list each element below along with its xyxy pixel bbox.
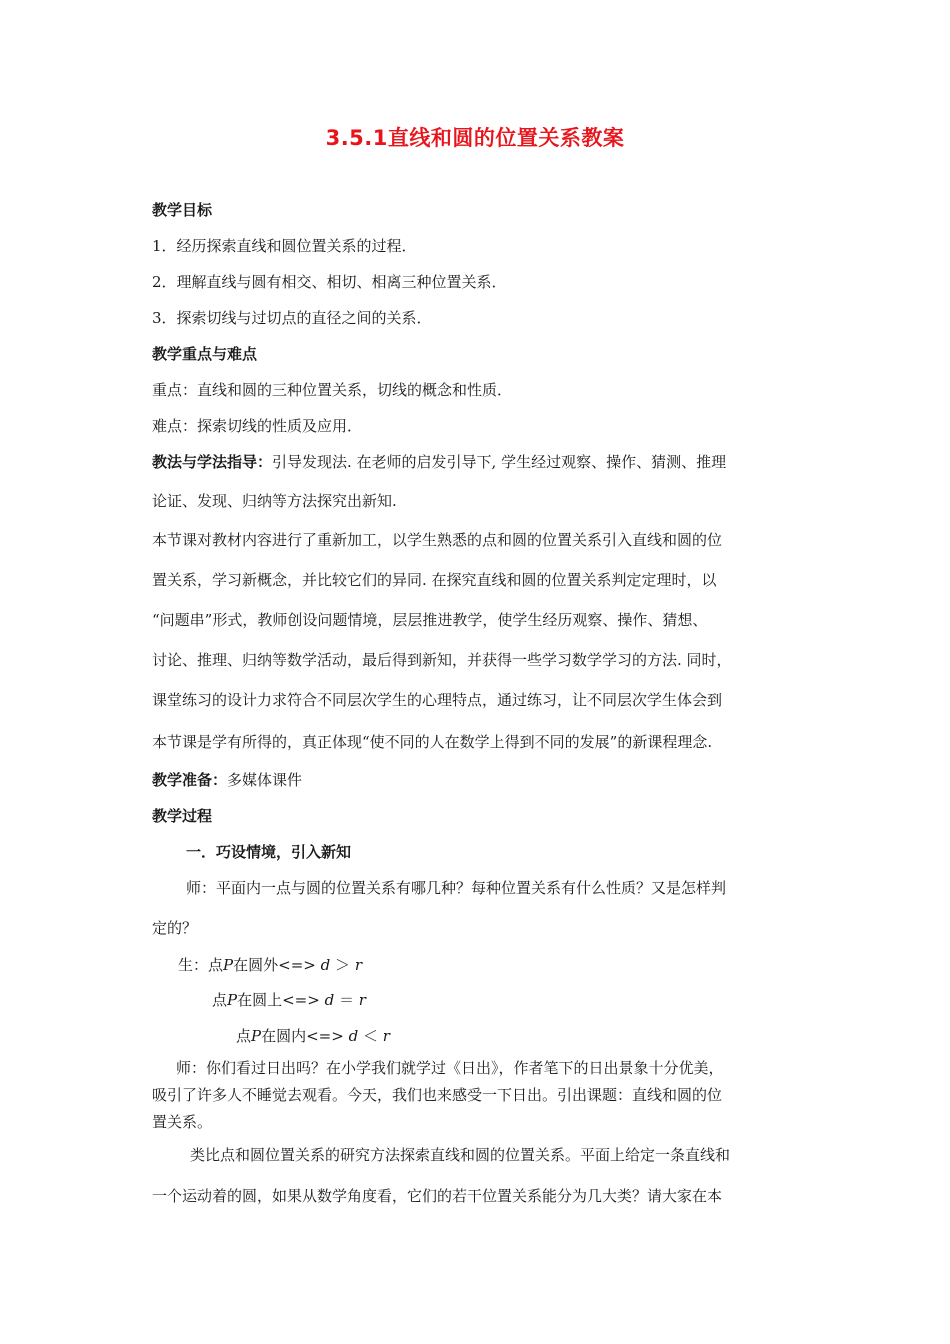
process-heading: 教学过程 (152, 807, 213, 825)
case-r: r (354, 956, 362, 974)
teacher-question-line-1: 师：平面内一点与圆的位置关系有哪几种？每种位置关系有什么性质？又是怎样判 (186, 879, 727, 897)
student-case-outside (178, 955, 362, 975)
analogy-line-1: 类比点和圆位置关系的研究方法探索直线和圆的位置关系。平面上给定一条直线和 (190, 1146, 731, 1164)
case-d: d (320, 956, 331, 974)
objectives-heading: 教学目标 (152, 201, 213, 219)
case-d: d (324, 991, 335, 1009)
case-point-var: P (223, 956, 234, 974)
student-case-inside (236, 1026, 390, 1046)
document-title: 3.5.1直线和圆的位置关系教案 (325, 126, 625, 150)
method-text-2: 论证、发现、归纳等方法探究出新知. (152, 492, 397, 510)
case-position: 在圆上<=> (237, 991, 320, 1009)
section-1-heading: 一．巧设情境，引入新知 (186, 843, 352, 861)
case-position: 在圆内<=> (261, 1027, 344, 1045)
intro-line-5: 课堂练习的设计力求符合不同层次学生的心理特点，通过练习，让不同层次学生体会到 (152, 691, 723, 709)
case-position: 在圆外<=> (233, 956, 316, 974)
case-r: r (382, 1027, 390, 1045)
case-r: r (358, 991, 366, 1009)
method-label: 教法与学法指导： (152, 453, 273, 471)
objective-item-2: 2．理解直线与圆有相交、相切、相离三种位置关系． (152, 273, 507, 291)
intro-line-6: 本节课是学有所得的，真正体现“使不同的人在数学上得到不同的发展”的新课程理念. (152, 733, 713, 751)
case-pre: 点 (236, 1027, 252, 1045)
teacher-sunrise-line-3: 置关系。 (152, 1113, 213, 1131)
analogy-line-2: 一个运动着的圆，如果从数学角度看，它们的若干位置关系能分为几大类？请大家在本 (152, 1187, 723, 1205)
teacher-sunrise-line-2: 吸引了许多人不睡觉去观看。今天，我们也来感受一下日出。引出课题：直线和圆的位 (152, 1086, 723, 1104)
case-point-var: P (227, 991, 238, 1009)
method-text-1: 引导发现法. 在老师的启发引导下, 学生经过观察、操作、猜测、推理 (272, 453, 727, 471)
student-prefix: 生： (178, 956, 209, 974)
prep-line (152, 770, 302, 790)
keypoints-heading: 教学重点与难点 (152, 345, 258, 363)
prep-text: 多媒体课件 (227, 771, 303, 789)
intro-line-3: “问题串”形式，教师创设问题情境，层层推进教学，使学生经历观察、操作、猜想、 (152, 611, 708, 629)
student-case-on (212, 990, 366, 1010)
intro-line-1: 本节课对教材内容进行了重新加工，以学生熟悉的点和圆的位置关系引入直线和圆的位 (152, 531, 723, 549)
prep-label: 教学准备： (152, 771, 228, 789)
key-point-text: 重点：直线和圆的三种位置关系，切线的概念和性质． (152, 381, 513, 399)
case-pre: 点 (212, 991, 228, 1009)
case-op: ＞ (335, 956, 351, 974)
case-pre: 点 (208, 956, 224, 974)
case-d: d (348, 1027, 359, 1045)
difficult-point-text: 难点：探索切线的性质及应用． (152, 417, 363, 435)
objective-item-1: 1．经历探索直线和圆位置关系的过程． (152, 237, 417, 255)
method-paragraph-line-1 (152, 452, 726, 472)
teacher-sunrise-line-1: 师：你们看过日出吗？在小学我们就学过《日出》，作者笔下的日出景象十分优美， (176, 1059, 724, 1077)
case-op: ＜ (363, 1027, 379, 1045)
objective-item-3: 3．探索切线与过切点的直径之间的关系． (152, 309, 432, 327)
case-point-var: P (251, 1027, 262, 1045)
teacher-question-line-2: 定的？ (152, 919, 198, 937)
intro-line-2: 置关系，学习新概念，并比较它们的异同. 在探究直线和圆的位置关系判定定理时，以 (152, 571, 717, 589)
intro-line-4: 讨论、推理、归纳等数学活动，最后得到新知，并获得一些学习数学学习的方法. 同时， (152, 651, 732, 669)
case-op: ＝ (339, 991, 355, 1009)
